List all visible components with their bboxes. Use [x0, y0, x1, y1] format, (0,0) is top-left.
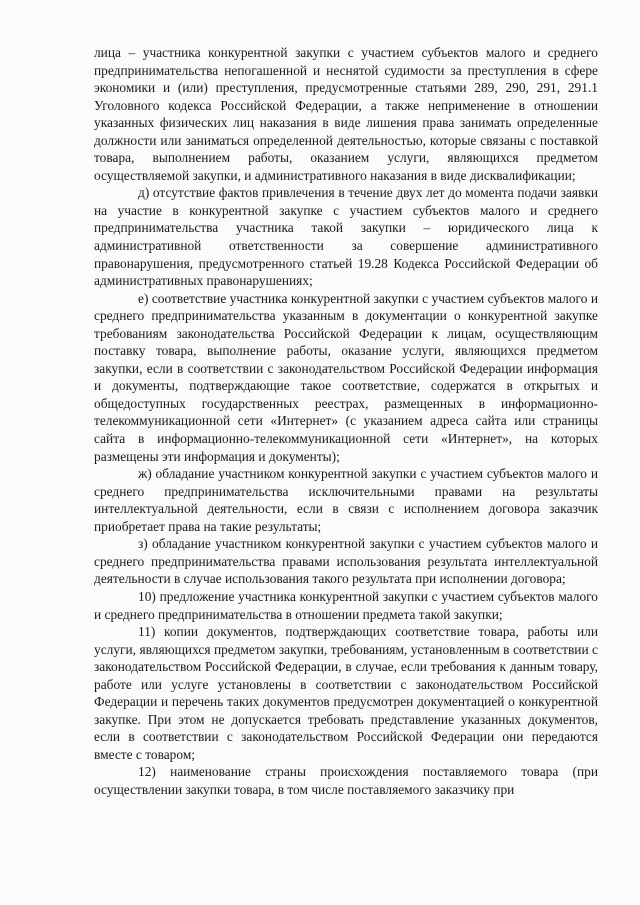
paragraph-item-e: е) соответствие участника конкурентной закупки с участием субъектов малого и среднего предпринимательства указанным в документации о конкурентной закупке требованиям законодательства Российской Федерации к лицам, осуществляющим поставку товара, выполнение работы, оказание услуги, являющихся предметом закупки, если в соответствии с законодательством Российской Федерации информация и документы, подтверждающие такое соответствие, содержатся в открытых и общедоступных государственных реестрах, размещенных в информационно-телекоммуникационной сети «Интернет» (с указанием адреса сайта или страницы сайта в информационно-телекоммуникационной сети «Интернет», на которых размещены эти информация и документы);: [94, 290, 598, 464]
paragraph-item-z: з) обладание участником конкурентной закупки с участием субъектов малого и среднего предпринимательства правами использования результата интеллектуальной деятельности в случае использования такого результата при исполнении договора;: [94, 536, 598, 587]
paragraph-item-12: 12) наименование страны происхождения поставляемого товара (при осуществлении закупки товара, в том числе поставляемого заказчику при: [94, 764, 598, 797]
paragraph-item-zh: ж) обладание участником конкурентной закупки с участием субъектов малого и среднего предпринимательства исключительными правами на результаты интеллектуальной деятельности, если в связи с исполнением договора заказчик приобретает права на такие результаты;: [94, 466, 598, 534]
paragraph-item-11: 11) копии документов, подтверждающих соответствие товара, работы или услуги, являющихся предметом закупки, требованиям, установленным в соответствии с законодательством Российской Федерации, в случае, если требования к данным товару, работе или услуге установлены в соответствии с законодательством Российской Федерации и перечень таких документов предусмотрен документацией о конкурентной закупке. При этом не допускается требовать представление указанных документов, если в соответствии с законодательством Российской Федерации они передаются вместе с товаром;: [94, 624, 598, 762]
paragraph-item-d: д) отсутствие фактов привлечения в течение двух лет до момента подачи заявки на участие в конкурентной закупке с участием субъектов малого и среднего предпринимательства участника такой закупки – юридического лица к административной ответственности за совершение административного правонарушения, предусмотренного статьей 19.28 Кодекса Российской Федерации об административных правонарушениях;: [94, 185, 598, 289]
paragraph-item-10: 10) предложение участника конкурентной закупки с участием субъектов малого и среднего предпринимательства в отношении предмета такой закупки;: [94, 588, 598, 622]
paragraph-continuation: лица – участника конкурентной закупки с участием субъектов малого и среднего предпринимательства непогашенной и неснятой судимости за преступления в сфере экономики и (или) преступления, предусмотренные статьями 289, 290, 291, 291.1 Уголовного кодекса Российской Федерации, а также неприменение в отношении указанных физических лиц наказания в виде лишения права занимать определенные должности или заниматься определенной деятельностью, которые связаны с поставкой товара, выполнением работы, оказанием услуги, являющихся предметом осуществляемой закупки, и административного наказания в виде дисквалификации;: [94, 45, 598, 183]
document-body: [94, 44, 598, 799]
